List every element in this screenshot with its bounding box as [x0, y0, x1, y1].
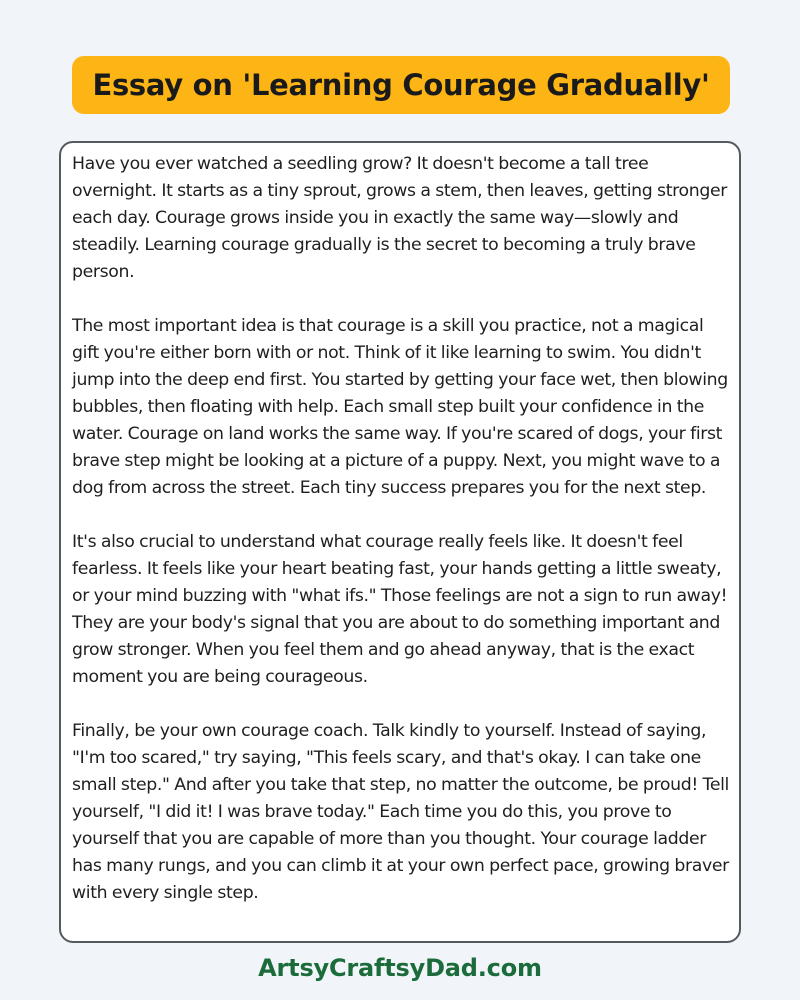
- page-title: Essay on 'Learning Courage Gradually': [92, 68, 710, 102]
- essay-paragraph-4: Finally, be your own courage coach. Talk kindly to yourself. Instead of saying, "I'm too scared," try saying, "This feels scary, and that's okay. I can take one small step." And after you take that step, no matter the outcome, be proud! Tell yourself, "I did it! I was brave today." Each time you do this, you prove to yourself that you are capable of more than you thought. Your courage ladder has many rungs, and you can climb it at your own perfect pace, growing braver with every single step.: [72, 721, 729, 903]
- title-banner: [72, 56, 730, 114]
- essay-paragraph-2: The most important idea is that courage is a skill you practice, not a magical gift you're either born with or not. Think of it like learning to swim. You didn't jump into the deep end first. You started by getting your face wet, then blowing bubbles, then floating with help. Each small step built your confidence in the water. Courage on land works the same way. If you're scared of dogs, your first brave step might be looking at a picture of a puppy. Next, you might wave to a dog from across the street. Each tiny success prepares you for the next step.: [72, 316, 728, 498]
- footer-brand: ArtsyCraftsyDad.com: [258, 954, 542, 982]
- essay-box: [59, 141, 741, 943]
- essay-paragraph-1: Have you ever watched a seedling grow? It doesn't become a tall tree overnight. It starts as a tiny sprout, grows a stem, then leaves, getting stronger each day. Courage grows inside you in exactly the same way—slowly and steadily. Learning courage gradually is the secret to becoming a truly brave person.: [72, 154, 727, 282]
- essay-paragraph-3: It's also crucial to understand what courage really feels like. It doesn't feel fearless. It feels like your heart beating fast, your hands getting a little sweaty, or your mind buzzing with "what ifs." Those feelings are not a sign to run away! They are your body's signal that you are about to do something important and grow stronger. When you feel them and go ahead anyway, that is the exact moment you are being courageous.: [72, 532, 728, 687]
